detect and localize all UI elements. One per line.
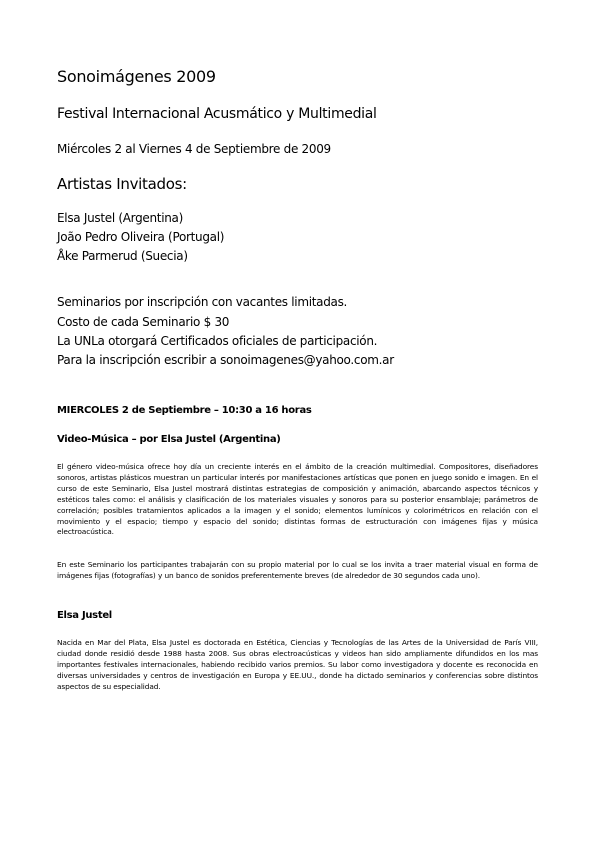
artist-item: Åke Parmerud (Suecia): [57, 249, 188, 263]
festival-subtitle: Festival Internacional Acusmático y Multimedial: [57, 106, 377, 122]
info-line-certificates: La UNLa otorgará Certificados oficiales de participación.: [57, 334, 378, 348]
seminar-description: El género video-música ofrece hoy día un creciente interés en el ámbito de la creación multimedial. Compositores, diseñadores sonoros, artistas plásticos muestran un particular interés por manifestaciones artísticas que ponen en juego sonido e imagen. En el curso de este Seminario, Elsa Justel mostrará distintas estrategias de composición y animación, abarcando aspectos técnicos y estéticos tales como: el análisis y clasificación de los materiales visuales y sonoros para su posterior ensamblaje; parámetros de correlación; posibles tratamientos aplicados a la imagen y el sonido; elementos lumínicos y colorimétricos en relación con el movimiento y el espacio; tiempo y espacio del sonido; distintas formas de estructuración con imágenes fijas y música electroacústica.: [57, 462, 538, 537]
session-heading: MIERCOLES 2 de Septiembre – 10:30 a 16 horas: [57, 405, 312, 416]
info-line-cost: Costo de cada Seminario $ 30: [57, 315, 230, 329]
info-line-registration: Para la inscripción escribir a sonoimagenes@yahoo.com.ar: [57, 353, 394, 367]
festival-dates: Miércoles 2 al Viernes 4 de Septiembre de 2009: [57, 142, 331, 156]
info-line-vacancies: Seminarios por inscripción con vacantes limitadas.: [57, 295, 348, 309]
artists-heading: Artistas Invitados:: [57, 175, 187, 193]
bio-heading: Elsa Justel: [57, 610, 112, 621]
artist-item: João Pedro Oliveira (Portugal): [57, 230, 225, 244]
bio-paragraph: Nacida en Mar del Plata, Elsa Justel es doctorada en Estética, Ciencias y Tecnologías de las Artes de la Universidad de París VIII, ciudad donde residió desde 1988 hasta 2008. Sus obras electroacústicas y videos han sido ampliamente difundidos en los mas importantes festivales internacionales, habiendo recibido varios premios. Su labor como investigadora y docente es reconocida en diversas universidades y centros de investigación en Europa y EE.UU., donde ha dictado seminarios y conferencias sobre distintos aspectos de su especialidad.: [57, 638, 538, 691]
artist-item: Elsa Justel (Argentina): [57, 211, 183, 225]
document-title: Sonoimágenes 2009: [57, 67, 216, 86]
seminar-title: Video-Música – por Elsa Justel (Argentina): [57, 434, 281, 445]
seminar-requirements: En este Seminario los participantes trabajarán con su propio material por lo cual se los invita a traer material visual en forma de imágenes fijas (fotografías) y un banco de sonidos preferentemente breves (de alrededor de 30 segundos cada uno).: [57, 560, 538, 580]
